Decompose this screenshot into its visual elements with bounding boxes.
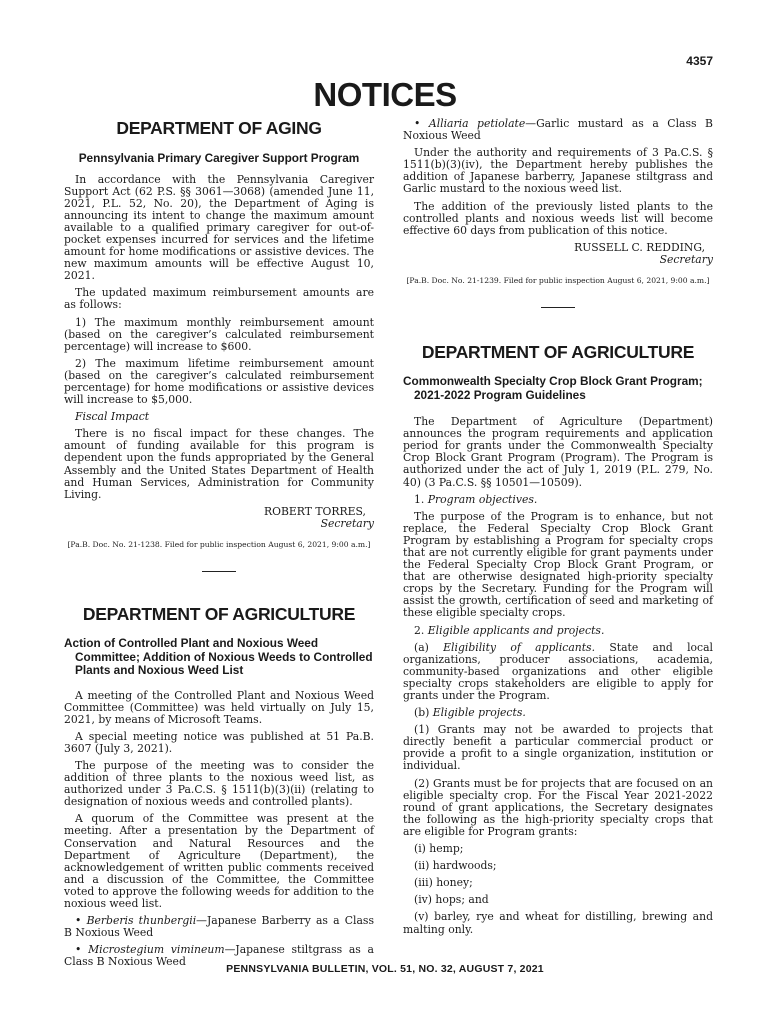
grant-subsection <box>403 642 713 702</box>
section-number: 1. <box>414 492 425 506</box>
grant-notice-title: Commonwealth Specialty Crop Block Grant Program; 2021-2022 Program Guidelines <box>403 374 703 402</box>
species-name: Berberis thunbergii <box>86 914 197 928</box>
weed-bullet-item: • Microstegium vimineum—Japanese stiltgrass as a Class B Noxious Weed <box>64 943 374 969</box>
left-column <box>64 118 374 974</box>
weed-paragraph: The addition of the previously listed plants to the controlled plants and noxious weeds list will become effective 60 days from publication of this notice. <box>403 199 713 237</box>
crop-list-item: (iii) honey; <box>414 876 473 890</box>
filing-notice: [Pa.B. Doc. No. 21-1238. Filed for public inspection August 6, 2021, 9:00 a.m.] <box>67 540 371 550</box>
weed-paragraph: The purpose of the meeting was to consider the addition of three plants to the noxious weed list, as authorized under 3 Pa.C.S. § 1511(b)(3)(ii) (relating to designation of noxious weeds and controlled plants). <box>64 759 374 809</box>
subsection-label: (b) <box>414 706 430 720</box>
weed-paragraph: A quorum of the Committee was present at the meeting. After a presentation by the Department of Conservation and Natural Resources and the Department of Agriculture (Department), the acknowledgement of written public comments received and a discussion of the Committee, the Committee voted to approve the following weeds for addition to the noxious weed list. <box>64 812 374 911</box>
grant-paragraph: (2) Grants must be for projects that are focused on an eligible specialty crop. For the Fiscal Year 2021-2022 round of grant applications, the Secretary designates the following as the high-priority specialty crops that are eligible for Program grants: <box>403 776 713 838</box>
signer-name: RUSSELL C. REDDING, <box>574 240 705 254</box>
aging-notice-title: Pennsylvania Primary Caregiver Support Program <box>78 151 360 165</box>
weed-paragraph: Under the authority and requirements of 3 Pa.C.S. § 1511(b)(3)(iv), the Department hereby publishes the addition of Japanese barberry, Japanese stiltgrass and Garlic mustard to the noxious weed list. <box>403 146 713 196</box>
section-number: 2. <box>414 623 425 637</box>
subsection-label: (a) <box>414 640 429 654</box>
aging-department-heading: DEPARTMENT OF AGING <box>116 118 322 138</box>
section-title: Eligible applicants and projects. <box>427 623 605 637</box>
crop-list-item: (iv) hops; and <box>414 893 489 907</box>
agriculture-department-heading: DEPARTMENT OF AGRICULTURE <box>82 604 356 625</box>
aging-paragraph: The updated maximum reimbursement amounts are as follows: <box>64 286 374 312</box>
subsection-title: Eligibility of applicants. <box>443 640 596 654</box>
section-divider <box>541 307 575 308</box>
subsection-title: Eligible projects. <box>432 706 526 720</box>
weed-bullet-item: • Alliaria petiolate—Garlic mustard as a Class B Noxious Weed <box>403 117 713 143</box>
weed-notice-title: Action of Controlled Plant and Noxious Weed Committee; Addition of Noxious Weeds to Controlled Plants and Noxious Weed List <box>64 636 373 678</box>
filing-notice: [Pa.B. Doc. No. 21-1239. Filed for public inspection August 6, 2021, 9:00 a.m.] <box>406 276 710 286</box>
subsection-text: State and local organizations, producer associations, academia, community-based organizations and other eligible specialty crops stakeholders are eligible to apply for grants under the Program. <box>403 640 713 702</box>
section-divider <box>202 571 236 572</box>
page-title: NOTICES <box>313 76 457 113</box>
species-description: —Garlic mustard as a Class B Noxious Weed <box>403 117 713 143</box>
aging-paragraph: In accordance with the Pennsylvania Caregiver Support Act (62 P.S. §§ 3061—3068) (amended June 11, 2021, P.L. 52, No. 20), the Department of Aging is announcing its intent to change the maximum amount available to a qualified primary caregiver for out-of-pocket expenses incurred for services and the lifetime amount for home modifications or assistive devices. The new maximum amounts will be effective August 10, 2021. <box>64 172 374 283</box>
section-heading <box>403 494 713 506</box>
signer-title: Secretary <box>320 516 374 530</box>
crop-list-item: (ii) hardwoods; <box>414 859 497 873</box>
grant-subsection <box>403 707 713 719</box>
weed-bullet-item: • Berberis thunbergii—Japanese Barberry as a Class B Noxious Weed <box>64 914 374 940</box>
species-name: Alliaria petiolate <box>428 117 526 130</box>
weed-paragraph: A meeting of the Controlled Plant and Noxious Weed Committee (Committee) was held virtually on July 15, 2021, by means of Microsoft Teams. <box>64 688 374 726</box>
species-description: —Japanese Barberry as a Class B Noxious Weed <box>64 914 374 940</box>
fiscal-impact-text: There is no fiscal impact for these changes. The amount of funding available for this program is dependent upon the funds appropriated by the General Assembly and the United States Department of Health and Human Services, Administration for Community Living. <box>64 427 374 501</box>
crop-list-item: (v) barley, rye and wheat for distilling, brewing and malting only. <box>403 910 713 936</box>
species-name: Microstegium vimineum <box>88 943 225 957</box>
section-title: Program objectives. <box>427 492 538 506</box>
species-description: —Japanese stiltgrass as a Class B Noxious Weed <box>64 943 374 969</box>
grant-paragraph: The Department of Agriculture (Department) announces the program requirements and application period for grants under the Commonwealth Specialty Crop Block Grant Program (Program). The Program is authorized under the act of July 1, 2019 (P.L. 279, No. 40) (3 Pa.C.S. §§ 10501—10509). <box>403 415 713 489</box>
right-column <box>403 118 713 941</box>
fiscal-impact-heading: Fiscal Impact <box>75 410 150 424</box>
bulletin-footer: PENNSYLVANIA BULLETIN, VOL. 51, NO. 32, AUGUST 7, 2021 <box>226 963 544 975</box>
weed-paragraph: A special meeting notice was published at 51 Pa.B. 3607 (July 3, 2021). <box>64 729 374 755</box>
grant-paragraph: (1) Grants may not be awarded to projects that directly benefit a particular commercial product or provide a profit to a single organization, institution or individual. <box>403 723 713 773</box>
grant-paragraph: The purpose of the Program is to enhance, but not replace, the Federal Specialty Crop Block Grant Program by establishing a Program for specialty crops that are not currently eligible for grant payments under the Federal Specialty Crop Block Grant Program, or that are otherwise designated high-priority specialty crops by the Secretary. Funding for the Program will assist the growth, certification of seed and marketing of these eligible specialty crops. <box>403 509 713 620</box>
agriculture-department-heading: DEPARTMENT OF AGRICULTURE <box>421 342 695 363</box>
crop-list-item: (i) hemp; <box>414 842 464 856</box>
aging-list-item: 2) The maximum lifetime reimbursement amount (based on the caregiver’s calculated reimbursement percentage) for home modifications or assistive devices will increase to $5,000. <box>64 356 374 407</box>
page-number: 4357 <box>686 54 713 68</box>
signer-title: Secretary <box>659 252 713 266</box>
section-heading <box>403 625 713 637</box>
aging-list-item: 1) The maximum monthly reimbursement amount (based on the caregiver’s calculated reimbursement percentage) will increase to $600. <box>64 315 374 353</box>
signer-name: ROBERT TORRES, <box>263 504 366 518</box>
